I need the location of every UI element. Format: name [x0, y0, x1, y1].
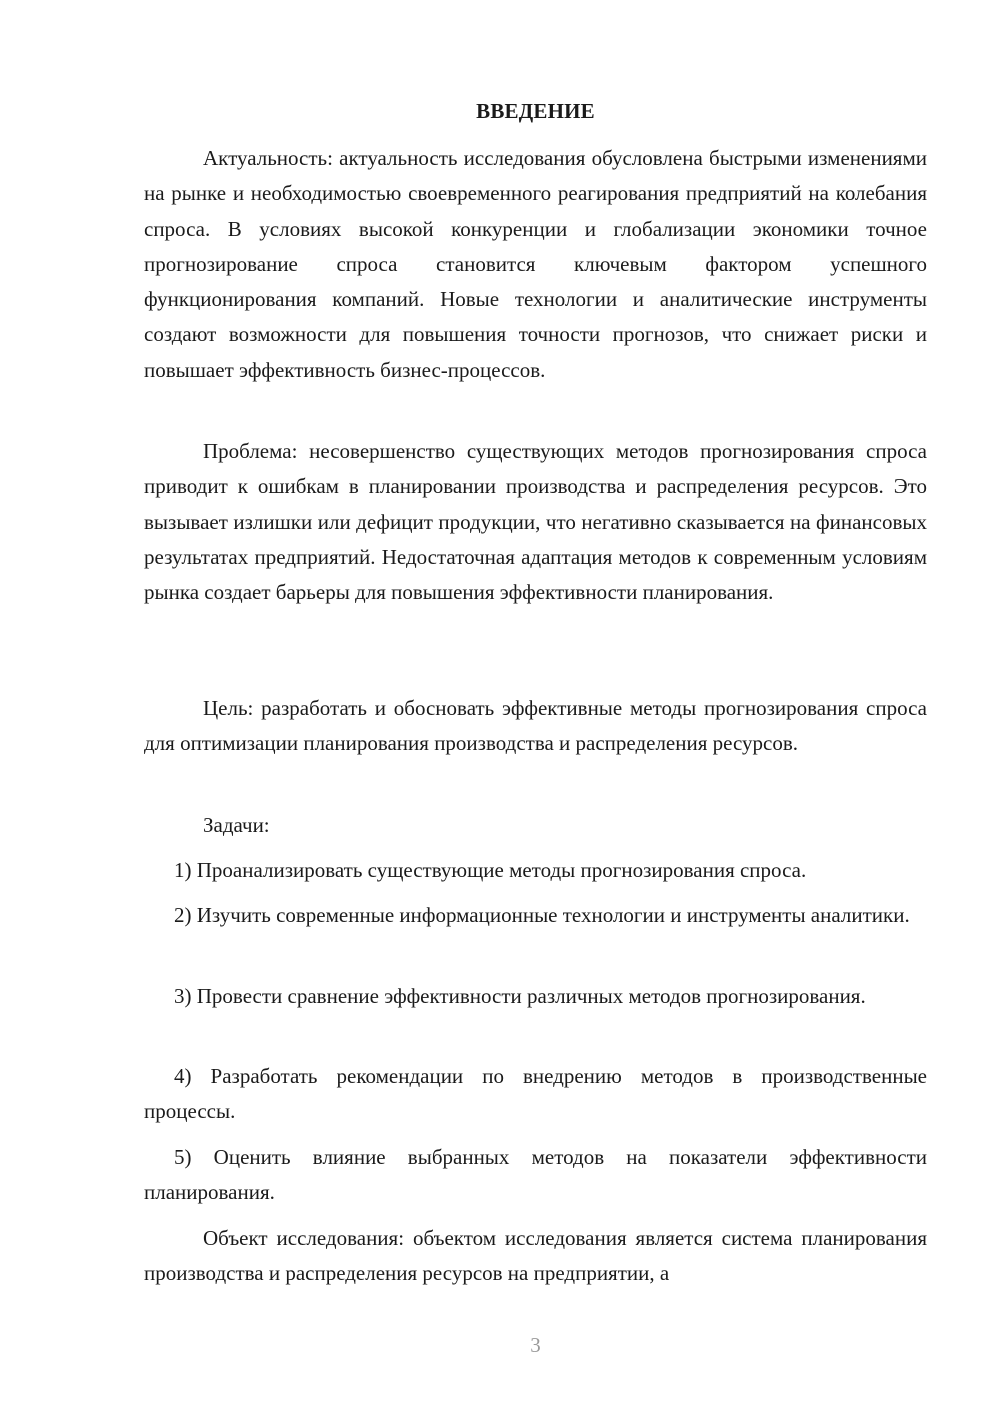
relevance-paragraph: Актуальность: актуальность исследования обусловлена быстрыми изменениями на рынке и необходимостью своевременного реагирования предприятий на колебания спроса. В условиях высокой конкуренции и глобализации экономики точное прогнозирование спроса становится ключевым фактором успешного функционирования компаний. Новые технологии и аналитические инструменты создают возможности для повышения точности прогнозов, что снижает риски и повышает эффективность бизнес-процессов.	[144, 146, 927, 382]
task-item-1: 1) Проанализировать существующие методы прогнозирования спроса.	[174, 858, 807, 882]
object-paragraph: Объект исследования: объектом исследования является система планирования производства и распределения ресурсов на предприятии, а	[144, 1226, 927, 1286]
page-number: 3	[530, 1333, 541, 1357]
problem-paragraph: Проблема: несовершенство существующих методов прогнозирования спроса приводит к ошибкам в планировании производства и распределения ресурсов. Это вызывает излишки или дефицит продукции, что негативно сказывается на финансовых результатах предприятий. Недостаточная адаптация методов к современным условиям рынка создает барьеры для повышения эффективности планирования.	[144, 439, 927, 605]
task-item-2: 2) Изучить современные информационные технологии и инструменты аналитики.	[174, 903, 910, 927]
task-item-4: 4) Разработать рекомендации по внедрению методов в производственные процессы.	[144, 1064, 927, 1124]
goal-paragraph: Цель: разработать и обосновать эффективные методы прогнозирования спроса для оптимизации планирования производства и распределения ресурсов.	[144, 696, 927, 756]
document-page	[144, 0, 927, 1414]
section-title: ВВЕДЕНИЕ	[476, 99, 595, 123]
task-item-3: 3) Провести сравнение эффективности различных методов прогнозирования.	[174, 984, 866, 1008]
tasks-heading: Задачи:	[203, 813, 270, 837]
task-item-5: 5) Оценить влияние выбранных методов на показатели эффективности планирования.	[144, 1145, 927, 1205]
